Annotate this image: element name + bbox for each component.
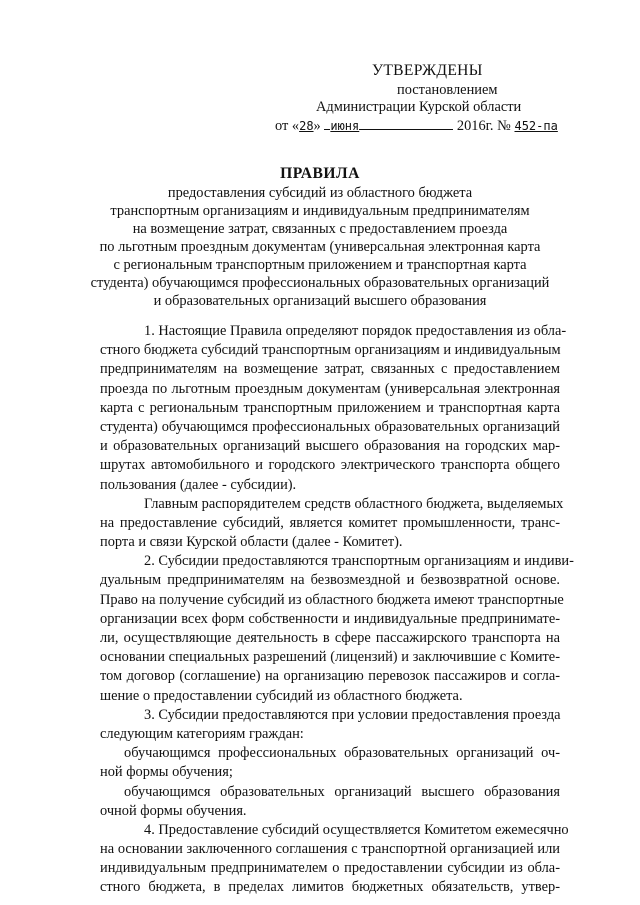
body-line: том договор (соглашение) на организацию перевозок пассажиров и согла- [100, 668, 560, 685]
subtitle-line: с региональным транспортным приложением и транспортная карта [113, 257, 527, 273]
approval-admin: Администрации Курской области [316, 99, 522, 115]
body-line: стного бюджета субсидий транспортным организациям и индивидуальным [100, 342, 561, 359]
body-line: пользования (далее - субсидии). [100, 476, 297, 493]
decree-number: 452-па [514, 119, 558, 133]
body-line: ной формы обучения; [100, 764, 233, 781]
body-line: шение о предоставлении субсидий из областного бюджета. [100, 687, 463, 704]
date-mid: » [313, 118, 321, 134]
body-line: шрутах автомобильного и городского электрического транспорта общего [100, 457, 560, 474]
rules-title: ПРАВИЛА [280, 165, 360, 182]
body-line: дуальным предпринимателям на безвозмездной и безвозвратной основе. [100, 572, 560, 589]
body-line: основании специальных разрешений (лицензий) и заключившие с Комите- [100, 649, 560, 666]
approval-title: УТВЕРЖДЕНЫ [372, 62, 483, 79]
body-line: 4. Предоставление субсидий осуществляется Комитетом ежемесячно [144, 821, 569, 838]
body-line: 3. Субсидии предоставляются при условии предоставления проезда [144, 706, 561, 723]
date-year: 2016г. № [456, 118, 511, 134]
subtitle-line: транспортным организациям и индивидуальным предпринимателям [110, 203, 530, 219]
body-line: Право на получение субсидий из областного бюджета имеют транспортные [100, 591, 564, 608]
body-line: организации всех форм собственности и индивидуальные предпринимате- [100, 610, 560, 627]
subtitle-line: на возмещение затрат, связанных с предоставлением проезда [132, 221, 508, 237]
rules-subtitle [60, 184, 580, 310]
date-day: 28 [299, 119, 314, 133]
subtitle-line: студента) обучающимся профессиональных образовательных организаций [90, 275, 550, 291]
subtitle-line: по льготным проездным документам (универсальная электронная карта [99, 239, 541, 255]
body-line: проезда по льготным проездным документам (универсальная электронная [100, 380, 560, 397]
subtitle-line: предоставления субсидий из областного бюджета [167, 185, 473, 201]
body-line: следующим категориям граждан: [100, 725, 304, 742]
body-line: Главным распорядителем средств областного бюджета, выделяемых [144, 495, 564, 512]
body-line: очной формы обучения. [100, 802, 247, 819]
body-line: ли, осуществляющие деятельность в сфере пассажирского транспорта на [100, 630, 560, 646]
body-line: 2. Субсидии предоставляются транспортным организациям и индиви- [144, 553, 574, 570]
body-line: на предоставление субсидий, является комитет промышленности, транс- [100, 514, 560, 531]
body-line: индивидуальным предпринимателем о предоставлении субсидии из обла- [100, 860, 560, 877]
date-prefix: от « [275, 118, 300, 134]
body-line: карта с региональным транспортным приложением и транспортная карта [100, 399, 560, 416]
rules-body [100, 322, 574, 898]
date-month: июня [330, 119, 360, 133]
body-line: обучающимся профессиональных образовательных организаций оч- [124, 745, 560, 762]
body-line: порта и связи Курской области (далее - Комитет). [100, 534, 403, 551]
approval-date [275, 116, 558, 135]
body-line: стного бюджета, в пределах лимитов бюджетных обязательств, утвер- [100, 879, 560, 896]
approval-decree: постановлением [397, 82, 498, 98]
body-line: предпринимателям на возмещение затрат, связанных с предоставлением [100, 361, 560, 378]
body-line: на основании заключенного соглашения с транспортной организацией или [100, 841, 560, 858]
body-line: и образовательных организаций высшего образования на городских мар- [100, 438, 560, 455]
subtitle-line: и образовательных организаций высшего образования [153, 293, 487, 309]
body-line: обучающимся образовательных организаций высшего образования [124, 783, 560, 800]
body-line: 1. Настоящие Правила определяют порядок предоставления из обла- [144, 323, 567, 339]
body-line: студента) обучающимся профессиональных образовательных организаций [100, 418, 560, 435]
